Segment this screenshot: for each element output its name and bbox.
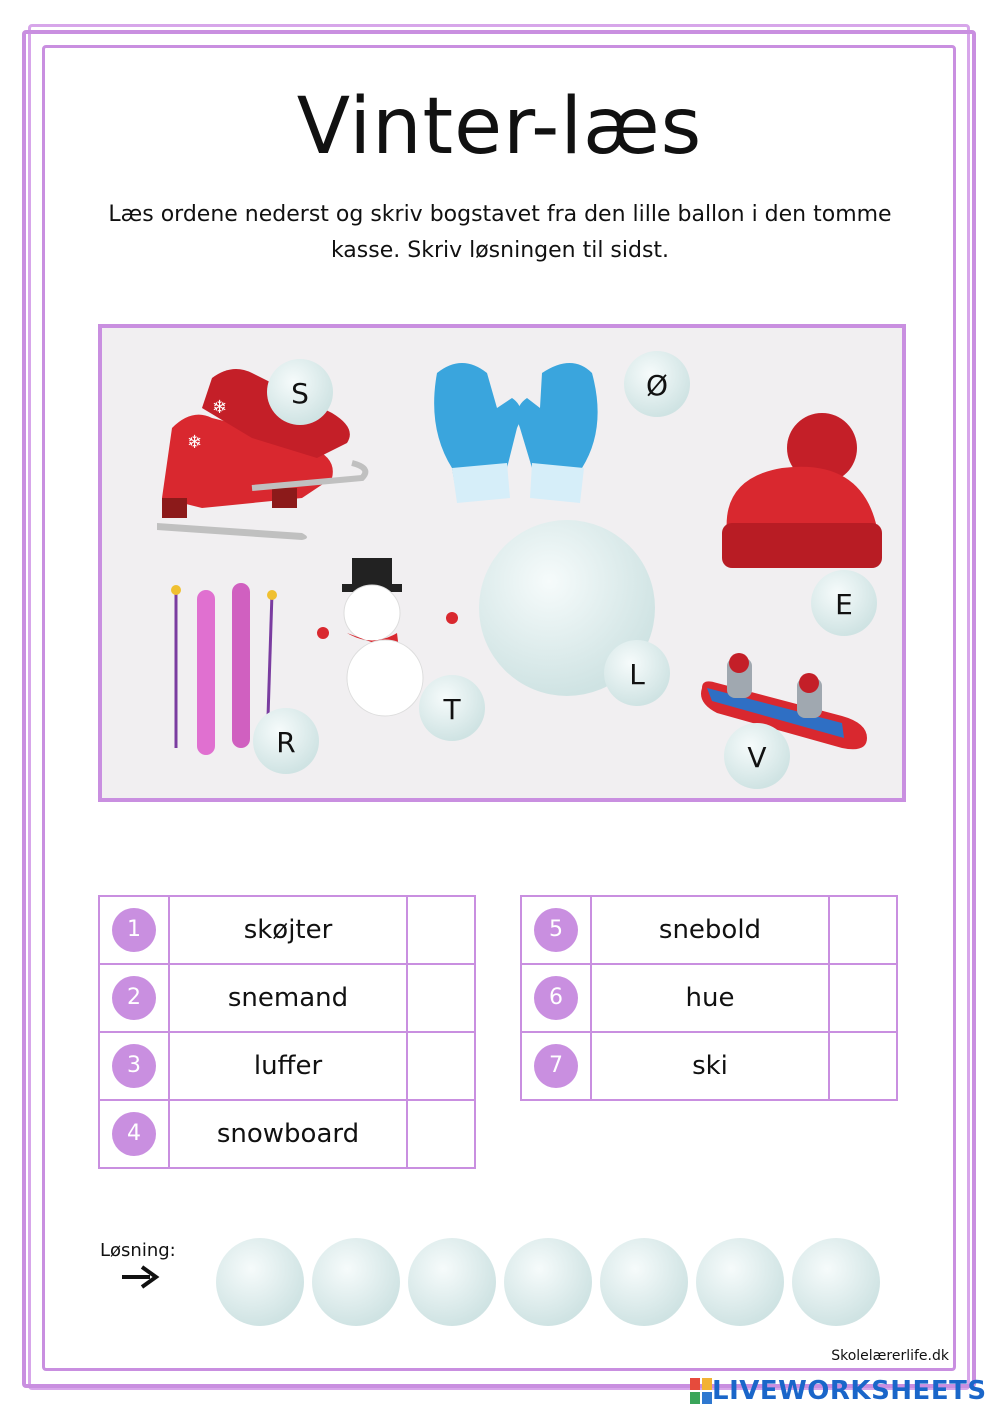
balloon-skates	[267, 359, 333, 425]
answer-box[interactable]	[407, 1032, 475, 1100]
table-row	[521, 1032, 897, 1100]
table-row	[99, 1100, 475, 1168]
word-table-left	[98, 895, 476, 1169]
solution-slot[interactable]	[312, 1238, 400, 1326]
row-number: 1	[112, 908, 156, 952]
word-cell: snebold	[591, 896, 829, 964]
solution-label: Løsning:	[100, 1240, 176, 1261]
balloon-skis	[253, 708, 319, 774]
word-cell: skøjter	[169, 896, 407, 964]
solution-slot[interactable]	[696, 1238, 784, 1326]
word-cell: snemand	[169, 964, 407, 1032]
balloon-letter: R	[276, 726, 296, 759]
row-number: 6	[534, 976, 578, 1020]
balloon-snowball	[604, 640, 670, 706]
balloon-letter: Ø	[645, 369, 669, 402]
balloon-letter: T	[443, 693, 461, 726]
answer-box[interactable]	[829, 964, 897, 1032]
balloon-mittens	[624, 351, 690, 417]
word-cell: hue	[591, 964, 829, 1032]
picture-area	[98, 324, 906, 802]
instructions: Læs ordene nederst og skriv bogstavet fra den lille ballon i den tomme kasse. Skriv løsningen til sidst.	[108, 202, 892, 263]
mittens-icon	[434, 363, 597, 503]
brand-name: LIVEWORKSHEETS	[712, 1376, 987, 1406]
svg-text:❄: ❄	[187, 432, 203, 453]
balloon-letter: V	[747, 741, 767, 774]
table-row	[521, 896, 897, 964]
solution-slot[interactable]	[216, 1238, 304, 1326]
ice-skates-icon	[157, 369, 365, 540]
solution-slots	[210, 1232, 890, 1332]
balloon-hat	[811, 570, 877, 636]
balloon-letter: S	[291, 377, 309, 410]
row-number: 2	[112, 976, 156, 1020]
row-number: 4	[112, 1112, 156, 1156]
answer-box[interactable]	[829, 896, 897, 964]
answer-box[interactable]	[407, 964, 475, 1032]
table-row	[99, 1032, 475, 1100]
word-cell: snowboard	[169, 1100, 407, 1168]
snowboard-icon	[701, 653, 867, 749]
winter-hat-icon	[722, 413, 882, 568]
table-row	[99, 964, 475, 1032]
solution-slot[interactable]	[600, 1238, 688, 1326]
word-cell: ski	[591, 1032, 829, 1100]
balloon-snowboard	[724, 723, 790, 789]
balloon-letter: E	[835, 588, 853, 621]
answer-box[interactable]	[829, 1032, 897, 1100]
balloon-snowman	[419, 675, 485, 741]
solution-slot[interactable]	[792, 1238, 880, 1326]
balloon-letter: L	[629, 658, 645, 691]
table-row	[521, 964, 897, 1032]
answer-box[interactable]	[407, 1100, 475, 1168]
arrow-right-icon	[120, 1262, 160, 1292]
table-row	[99, 896, 475, 964]
word-table-right	[520, 895, 898, 1101]
liveworksheets-icon	[690, 1378, 712, 1404]
credit: Skolelærerlife.dk	[831, 1348, 949, 1364]
solution-slot[interactable]	[408, 1238, 496, 1326]
row-number: 3	[112, 1044, 156, 1088]
answer-box[interactable]	[407, 896, 475, 964]
row-number: 7	[534, 1044, 578, 1088]
word-cell: luffer	[169, 1032, 407, 1100]
liveworksheets-logo	[690, 1376, 987, 1406]
svg-text:❄: ❄	[212, 397, 228, 418]
row-number: 5	[534, 908, 578, 952]
page-title: Vinter-læs	[296, 82, 703, 172]
solution-slot[interactable]	[504, 1238, 592, 1326]
